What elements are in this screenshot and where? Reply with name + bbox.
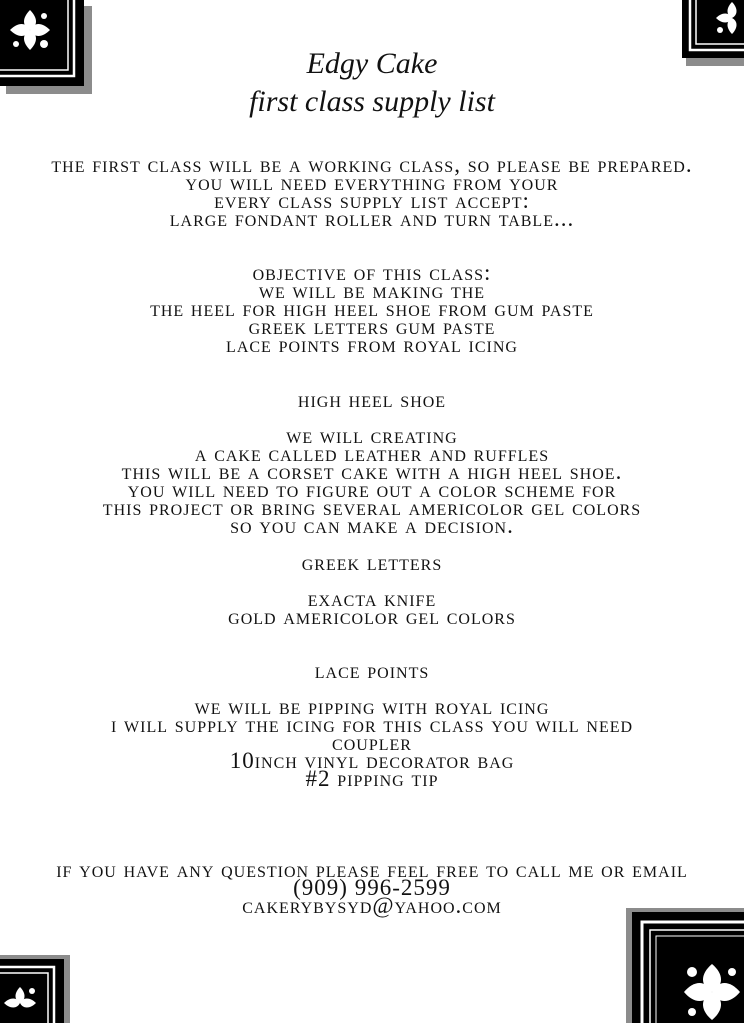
lace-points-line: #2 pipping tip — [305, 766, 439, 791]
high-heel-line: so you can make a decision. — [230, 513, 514, 538]
objective-line: lace points from royal icing — [226, 332, 518, 357]
objective-heading: objective of this class: — [252, 260, 492, 285]
contact-phone: (909) 996-2599 — [293, 875, 451, 900]
corner-ornament-bottom-right-icon — [626, 908, 744, 1023]
high-heel-heading: high heel shoe — [297, 387, 447, 412]
lace-points-line: i will supply the icing for this class you will need — [110, 712, 634, 737]
high-heel-line: this project or bring several americolor gel colors — [102, 495, 642, 520]
lace-points-line: coupler — [332, 730, 412, 755]
corner-ornament-bottom-left-icon — [0, 955, 70, 1023]
lace-points-line: 10inch vinyl decorator bag — [229, 748, 515, 773]
intro-line: every class supply list accept: — [214, 188, 530, 213]
objective-line: greek letters gum paste — [248, 314, 496, 339]
page-title: Edgy Cake — [306, 47, 438, 80]
greek-letters-heading: greek letters — [301, 550, 443, 575]
greek-letters-line: gold americolor gel colors — [228, 604, 516, 629]
intro-line: large fondant roller and turn table... — [169, 206, 575, 231]
high-heel-line: this will be a corset cake with a high heel shoe. — [121, 459, 623, 484]
greek-letters-line: exacta knife — [307, 586, 437, 611]
lace-points-heading: lace points — [314, 658, 430, 683]
objective-line: we will be making the — [258, 278, 486, 303]
high-heel-line: a cake called leather and ruffles — [194, 441, 550, 466]
contact-email: cakerybysyd@yahoo.com — [242, 893, 502, 918]
high-heel-line: we will creating — [286, 423, 458, 448]
lace-points-line: we will be pipping with royal icing — [194, 694, 550, 719]
intro-line: you will need everything from your — [185, 170, 559, 195]
contact-note: if you have any question please feel free to call me or email — [56, 857, 688, 882]
objective-line: the heel for high heel shoe from gum paste — [150, 296, 594, 321]
page-subtitle: first class supply list — [249, 85, 495, 118]
intro-line: the first class will be a working class, so please be prepared. — [51, 152, 693, 177]
high-heel-line: you will need to figure out a color scheme for — [127, 477, 617, 502]
